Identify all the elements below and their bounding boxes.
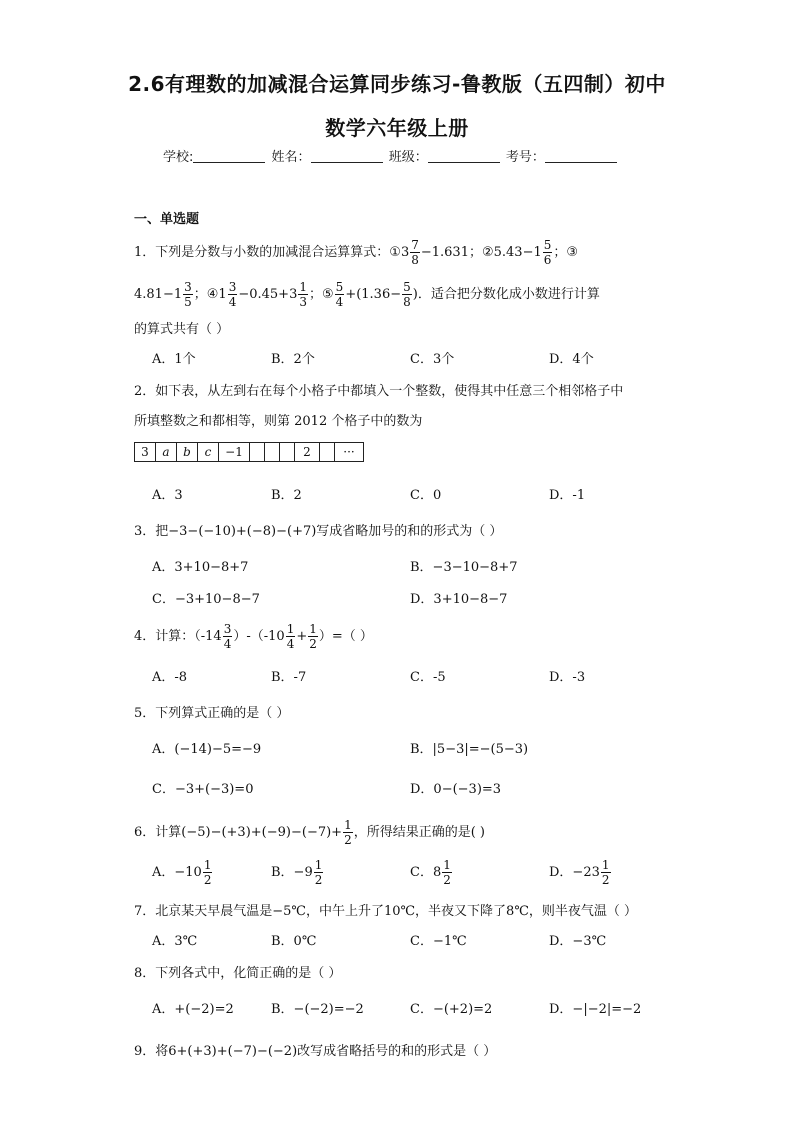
q4-pre: 4．计算：（-14 <box>134 629 222 644</box>
q2-line-1: 2．如下表，从左到右在每个小格子中都填入一个整数，使得其中任意三个相邻格子中 <box>134 384 624 399</box>
q1-expr2-rest: ； <box>553 245 567 260</box>
q8-option-a[interactable]: A．+(−2)=2 <box>152 1002 234 1017</box>
q6-option-b-label: B．−9 <box>271 865 313 880</box>
q5-option-d[interactable]: D．0−(−3)=3 <box>410 782 502 797</box>
section-heading: 一、单选题 <box>134 212 200 227</box>
q6-option-c-num: 1 <box>443 858 451 872</box>
q1-expr4-frac2 <box>298 280 308 309</box>
q6-option-c-frac <box>442 858 452 887</box>
q2-option-c[interactable]: C．0 <box>410 488 442 503</box>
grid-cell: c <box>198 443 219 462</box>
q1-expr5-den2: 8 <box>403 295 411 309</box>
q1-option-d[interactable]: D．4个 <box>549 352 594 367</box>
q6-option-a-label: A．−10 <box>152 865 202 880</box>
q1-option-a[interactable]: A．1个 <box>152 352 196 367</box>
q7-stem: 7．北京某天早晨气温是−5℃，中午上升了10℃，半夜又下降了8℃，则半夜气温（ ） <box>134 904 638 919</box>
q4-num-1: 3 <box>223 622 232 636</box>
q5-option-b[interactable]: B．|5−3|=−(5−3) <box>410 742 529 757</box>
q6-option-d-label: D．−23 <box>549 865 600 880</box>
q1-expr4-frac1 <box>228 280 238 309</box>
q4-den-2: 4 <box>286 637 295 651</box>
grid-cell: −1 <box>219 443 250 462</box>
q3-option-a[interactable]: A．3+10−8+7 <box>152 560 249 575</box>
exam-no-label: 考号： <box>505 150 545 165</box>
q8-stem: 8．下列各式中，化简正确的是（ ） <box>134 966 342 981</box>
q4-frac-2 <box>286 622 296 651</box>
q4-option-d[interactable]: D．-3 <box>549 670 586 685</box>
q6-option-a-frac <box>203 858 213 887</box>
q2-option-a[interactable]: A．3 <box>152 488 183 503</box>
q1-expr5-mid: +(1.36− <box>345 287 402 302</box>
q1-expr3-num: 3 <box>184 280 192 294</box>
q3-option-d[interactable]: D．3+10−8−7 <box>410 592 508 607</box>
q1-expr4-int: 1 <box>218 287 227 302</box>
q3-stem: 3．把−3−(−10)+(−8)−(+7)写成省略加号的和的形式为（ ） <box>134 524 503 539</box>
q1-expr3-frac <box>183 280 193 309</box>
q6-option-b-frac <box>314 858 324 887</box>
q6-option-c-label: C．8 <box>410 865 442 880</box>
class-blank[interactable] <box>428 149 500 163</box>
school-blank[interactable] <box>193 149 265 163</box>
q1-expr4-rest: ； <box>309 287 323 302</box>
q1-expr1-int: 3 <box>400 245 410 260</box>
q1-option-b[interactable]: B．2个 <box>271 352 315 367</box>
q1-expr5-num1: 5 <box>335 280 344 294</box>
q2-option-b[interactable]: B．2 <box>271 488 302 503</box>
grid-cell <box>265 443 280 462</box>
q1-stem: 1．下列是分数与小数的加减混合运算算式： <box>134 245 390 260</box>
exam-no-blank[interactable] <box>545 149 617 163</box>
q6-stem <box>134 818 485 847</box>
q6-option-a[interactable] <box>152 858 213 887</box>
q1-expr5-den1: 4 <box>335 295 344 309</box>
q1-expr2-den: 6 <box>543 253 552 267</box>
grid-cell <box>280 443 295 462</box>
q7-option-d[interactable]: D．−3℃ <box>549 934 607 949</box>
q1-expr2-num: 5 <box>543 238 552 252</box>
q4-stem <box>134 622 373 651</box>
q2-option-d[interactable]: D．-1 <box>549 488 586 503</box>
q1-expr4-mid: −0.45+3 <box>238 287 298 302</box>
q4-option-a[interactable]: A．-8 <box>152 670 188 685</box>
q1-expr5-rest: )．适合把分数化成小数进行计算 <box>412 287 600 302</box>
q1-circle-5: ⑤ <box>322 287 334 302</box>
q1-circle-1: ① <box>389 245 401 260</box>
q1-expr5-num2: 5 <box>403 280 411 294</box>
grid-cell <box>320 443 335 462</box>
q5-option-a[interactable]: A．(−14)−5=−9 <box>152 742 262 757</box>
grid-cell: 3 <box>135 443 156 462</box>
student-info-line <box>163 146 619 165</box>
class-label: 班级： <box>388 150 428 165</box>
q4-mid: ）-（-10 <box>233 629 285 644</box>
q6-option-b[interactable] <box>271 858 324 887</box>
school-label: 学校: <box>163 150 194 165</box>
q8-option-c[interactable]: C．−(+2)=2 <box>410 1002 493 1017</box>
q1-expr5-frac2 <box>402 280 412 309</box>
q2-number-grid <box>134 442 364 462</box>
q6-frac <box>343 818 353 847</box>
q1-expr4-den1: 4 <box>228 295 237 309</box>
q6-option-c-den: 2 <box>443 873 451 887</box>
q4-option-b[interactable]: B．-7 <box>271 670 307 685</box>
q1-circle-4: ④ <box>206 287 219 302</box>
q1-circle-3: ③ <box>566 245 579 260</box>
q4-frac-3 <box>308 622 318 651</box>
q6-option-d[interactable] <box>549 858 612 887</box>
q1-expr4-den2: 3 <box>299 295 307 309</box>
grid-cell: ··· <box>335 443 364 462</box>
q1-line-2 <box>134 280 600 309</box>
q6-option-b-den: 2 <box>314 873 323 887</box>
q3-option-b[interactable]: B．−3−10−8+7 <box>410 560 518 575</box>
q6-den: 2 <box>344 833 352 847</box>
q1-expr3-rest: ； <box>193 287 207 302</box>
title-line-2: 数学六年级上册 <box>325 116 469 140</box>
q1-expr1-frac <box>410 238 420 267</box>
q6-num: 1 <box>344 818 352 832</box>
q1-expr3-pre: 4.81−1 <box>134 287 183 302</box>
q1-expr1-num: 7 <box>411 238 419 252</box>
grid-cell: a <box>156 443 177 462</box>
q4-option-c[interactable]: C．-5 <box>410 670 446 685</box>
q6-option-b-num: 1 <box>314 858 323 872</box>
q9-stem: 9．将6+(+3)+(−7)−(−2)改写成省略括号的和的形式是（ ） <box>134 1044 497 1059</box>
q5-option-c[interactable]: C．−3+(−3)=0 <box>152 782 254 797</box>
q6-option-d-frac <box>601 858 611 887</box>
q6-option-d-num: 1 <box>601 858 610 872</box>
q4-plus: + <box>296 629 308 644</box>
q7-option-b[interactable]: B．0℃ <box>271 934 317 949</box>
q8-option-b[interactable]: B．−(−2)=−2 <box>271 1002 364 1017</box>
q6-option-c[interactable] <box>410 858 453 887</box>
q5-stem: 5．下列算式正确的是（ ） <box>134 706 290 721</box>
grid-cell <box>250 443 265 462</box>
grid-cell: 2 <box>295 443 320 462</box>
q1-expr3-den: 5 <box>184 295 192 309</box>
q6-post: ，所得结果正确的是( ) <box>353 825 485 840</box>
name-label: 姓名： <box>271 150 311 165</box>
q1-circle-2: ② <box>481 245 494 260</box>
q1-option-c[interactable]: C．3个 <box>410 352 455 367</box>
q1-line-1 <box>134 238 578 267</box>
q4-num-2: 1 <box>286 622 295 636</box>
q4-post: ）=（ ） <box>318 629 373 644</box>
q1-stem-end: 的算式共有（ ） <box>134 322 230 337</box>
q1-expr2-frac <box>543 238 553 267</box>
q6-option-a-num: 1 <box>203 858 212 872</box>
q6-pre: 6．计算(−5)−(+3)+(−9)−(−7)+ <box>134 825 343 840</box>
name-blank[interactable] <box>311 149 383 163</box>
q7-option-c[interactable]: C．−1℃ <box>410 934 467 949</box>
q4-num-3: 1 <box>309 622 317 636</box>
grid-cell: b <box>177 443 198 462</box>
q2-line-2: 所填整数之和都相等，则第 2012 个格子中的数为 <box>134 414 423 429</box>
q4-frac-1 <box>223 622 233 651</box>
q8-option-d[interactable]: D．−|−2|=−2 <box>549 1002 642 1017</box>
q7-option-a[interactable]: A．3℃ <box>152 934 198 949</box>
q1-expr1-den: 8 <box>411 253 419 267</box>
q1-expr1-rest: −1.631； <box>420 245 482 260</box>
q1-expr5-frac1 <box>335 280 345 309</box>
q4-den-3: 2 <box>309 637 317 651</box>
q6-option-d-den: 2 <box>601 873 610 887</box>
q6-option-a-den: 2 <box>203 873 212 887</box>
q3-option-c[interactable]: C．−3+10−8−7 <box>152 592 260 607</box>
q1-expr4-num2: 1 <box>299 280 307 294</box>
q4-den-1: 4 <box>223 637 232 651</box>
q1-expr4-num1: 3 <box>228 280 237 294</box>
title-line-1: 2.6有理数的加减混合运算同步练习-鲁教版（五四制）初中 <box>128 72 666 96</box>
q1-expr2-pre: 5.43−1 <box>493 245 542 260</box>
